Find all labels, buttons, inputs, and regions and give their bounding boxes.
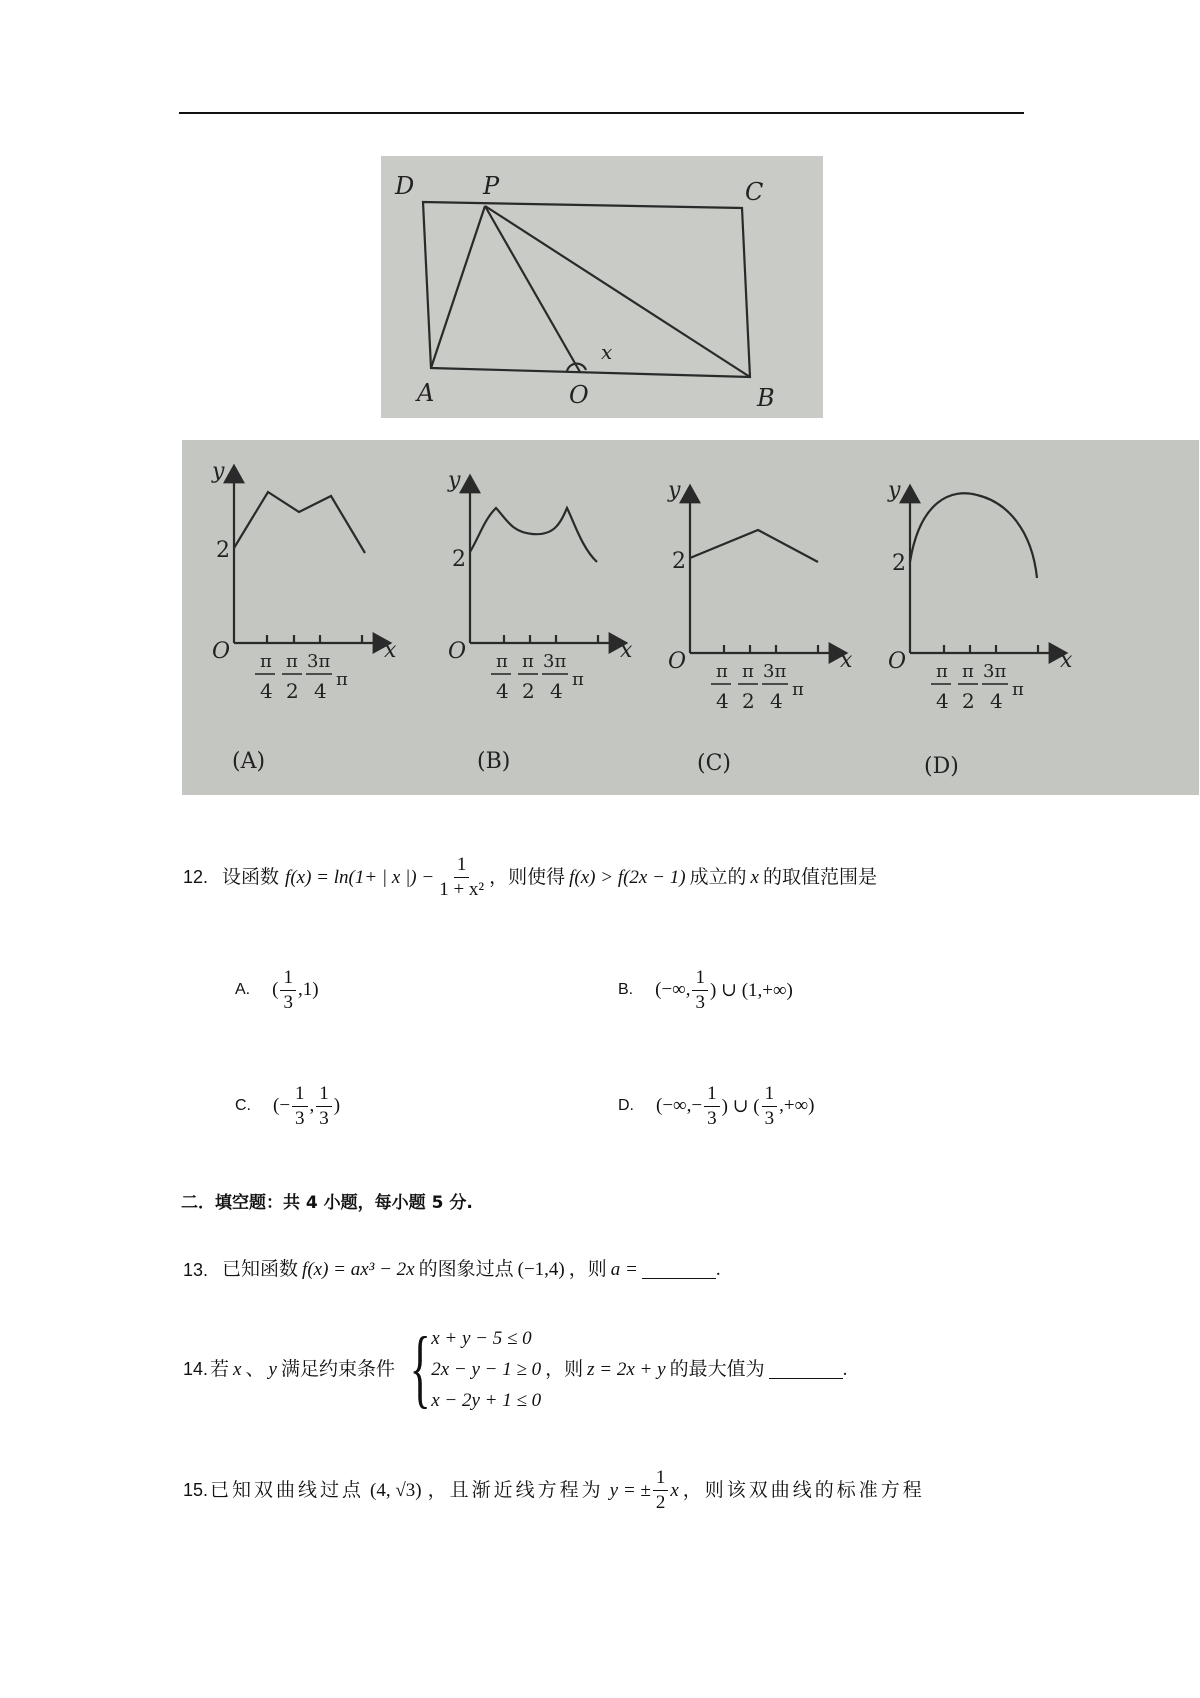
q13-function: f(x) = ax³ − 2x [302, 1259, 415, 1280]
tick-label: π [1012, 679, 1024, 700]
tick-label: π [792, 679, 804, 700]
origin-label: O [668, 649, 687, 674]
frac-denominator: 3 [764, 1107, 775, 1129]
q12-fraction [436, 855, 487, 900]
tick-label: 4 [716, 689, 729, 713]
q14-sep: 、 [245, 1358, 265, 1380]
question-number: 12. [183, 867, 209, 888]
segment-pb [485, 206, 750, 377]
option-fraction [316, 1084, 332, 1129]
q13-text-b: 的图象过点 [418, 1259, 514, 1280]
option-fraction [280, 968, 296, 1013]
frac-numerator: 1 [704, 1084, 720, 1107]
option-text: (− [273, 1095, 291, 1117]
q14-text-a: 若 [210, 1358, 230, 1380]
tick-label: π [496, 651, 508, 672]
frac-denominator: 3 [283, 991, 293, 1013]
tick-label: 4 [496, 679, 509, 703]
frac-denominator: 3 [707, 1107, 717, 1129]
option-label: B. [618, 981, 634, 999]
section-2-title: 二．填空题：共 4 小题，每小题 5 分. [181, 1193, 473, 1213]
panel-label: (B) [477, 749, 511, 774]
q15-fraction [653, 1468, 669, 1513]
tick-label: π [936, 661, 948, 682]
tick-label: π [716, 661, 728, 682]
frac-numerator: 1 [762, 1084, 778, 1107]
option-text: ,1) [297, 979, 319, 1001]
x-axis-label: x [620, 638, 633, 663]
geometry-figure-svg [381, 156, 823, 418]
curve-c [690, 530, 818, 562]
question-14 [183, 1320, 848, 1417]
q12-text-d: 的取值范围是 [762, 866, 877, 888]
tick-label: π [572, 669, 584, 690]
tick-label: 3π [763, 661, 787, 682]
y-tick-2: 2 [672, 549, 686, 574]
rectangle-abcd [423, 202, 750, 377]
q13-end: . [715, 1259, 721, 1280]
option-text: ) ∪ (1,+∞) [709, 979, 793, 1001]
question-number: 14. [183, 1359, 209, 1379]
y-axis-label: y [212, 459, 225, 484]
option-fraction [704, 1084, 720, 1129]
y-axis-label: y [448, 468, 461, 493]
answer-blank[interactable] [642, 1260, 716, 1279]
question-12 [183, 855, 877, 900]
option-text: ) [333, 1095, 341, 1117]
label-x: x [601, 340, 613, 364]
curve-d [910, 493, 1037, 578]
tick-label: 4 [314, 679, 327, 703]
tick-label: 2 [522, 679, 535, 703]
tick-label: π [286, 651, 298, 672]
option-text: , [309, 1095, 315, 1117]
graph-panel-b [447, 468, 633, 774]
tick-label: π [962, 661, 974, 682]
question-number: 15. [183, 1480, 209, 1501]
q14-objective: z = 2x + y [587, 1358, 666, 1380]
option-text: ( [272, 979, 279, 1001]
tick-label: 2 [286, 679, 299, 703]
origin-label: O [888, 649, 907, 674]
q13-text-c: ，则 [568, 1259, 607, 1280]
option-a[interactable] [235, 968, 319, 1013]
q14-text-b: 满足约束条件 [280, 1358, 395, 1380]
frac-numerator: 1 [280, 968, 296, 991]
segment-po [485, 206, 580, 372]
graph-options-svg [182, 440, 1199, 795]
geometry-figure [381, 156, 823, 418]
tick-label: 2 [962, 689, 975, 713]
y-tick-2: 2 [892, 551, 906, 576]
q15-point: (4, √3) [370, 1479, 422, 1501]
x-axis-label: x [384, 638, 397, 663]
constraint: x − 2y + 1 ≤ 0 [431, 1389, 542, 1411]
frac-numerator: 1 [316, 1084, 332, 1107]
tick-label: 4 [936, 689, 949, 713]
label-c: C [745, 178, 764, 206]
x-axis-label: x [1060, 648, 1073, 673]
x-axis-label: x [840, 648, 853, 673]
option-text: ) ∪ ( [721, 1095, 760, 1117]
q15-eq: y = ± [609, 1479, 651, 1501]
frac-numerator: 1 [292, 1084, 308, 1107]
constraint: x + y − 5 ≤ 0 [431, 1327, 532, 1349]
option-text: (−∞,− [656, 1095, 703, 1117]
option-fraction [762, 1084, 778, 1129]
label-d: D [395, 172, 415, 200]
panel-label: (A) [232, 749, 266, 774]
label-p: P [483, 172, 500, 200]
q12-text-c: 成立的 [689, 866, 747, 888]
frac-denominator: 1 + x² [439, 878, 485, 900]
q12-function: f(x) = ln(1+ | x |) − [285, 866, 435, 888]
q15-text-b: ，且渐近线方程为 [427, 1479, 604, 1501]
question-15 [183, 1468, 925, 1513]
option-fraction [292, 1084, 308, 1129]
graph-options-figure [182, 440, 1199, 795]
option-label: D. [618, 1097, 634, 1115]
y-tick-2: 2 [216, 538, 230, 563]
option-label: A. [235, 981, 251, 999]
tick-label: 4 [550, 679, 563, 703]
q13-point: (−1,4) [517, 1259, 565, 1280]
question-13 [183, 1260, 721, 1279]
tick-label: 3π [983, 661, 1007, 682]
tick-label: 2 [742, 689, 755, 713]
graph-panel-c [667, 478, 853, 776]
tick-label: 4 [260, 679, 273, 703]
constraint: 2x − y − 1 ≥ 0 [431, 1358, 542, 1380]
y-tick-2: 2 [452, 547, 466, 572]
header-rule [179, 112, 1024, 114]
frac-numerator: 1 [454, 855, 470, 878]
curve-b [470, 508, 597, 562]
constraint-lines [431, 1329, 541, 1410]
option-label: C. [235, 1097, 251, 1115]
q12-var: x [750, 866, 759, 888]
label-o: O [569, 381, 589, 409]
tick-label: 4 [770, 689, 783, 713]
tick-label: π [522, 651, 534, 672]
q12-text-a: 设函数 [222, 866, 280, 888]
q15-text-a: 已知双曲线过点 [210, 1479, 365, 1501]
q14-text-c: ，则 [545, 1358, 584, 1380]
label-a: A [417, 379, 435, 407]
q14-x: x [233, 1358, 242, 1380]
q12-text-b: ，则使得 [489, 866, 566, 888]
curve-a [234, 492, 365, 553]
answer-blank[interactable] [769, 1360, 843, 1379]
option-fraction [692, 968, 708, 1013]
option-d[interactable] [618, 1084, 814, 1129]
constraint-system [399, 1320, 542, 1417]
frac-numerator: 1 [653, 1468, 669, 1491]
origin-label: O [448, 639, 467, 664]
option-text: (−∞, [655, 979, 691, 1001]
option-text: ,+∞) [779, 1095, 815, 1117]
q12-inequality: f(x) > f(2x − 1) [569, 866, 686, 888]
q13-text-a: 已知函数 [222, 1259, 299, 1280]
label-b: B [757, 384, 775, 412]
frac-numerator: 1 [692, 968, 708, 991]
origin-label: O [212, 639, 231, 664]
panel-label: (D) [924, 754, 959, 779]
frac-denominator: 3 [319, 1107, 329, 1129]
tick-label: 3π [307, 651, 331, 672]
frac-denominator: 3 [695, 991, 705, 1013]
segment-pa [431, 206, 485, 368]
option-b[interactable] [618, 968, 793, 1013]
q15-eq: x [670, 1479, 679, 1501]
option-c[interactable] [235, 1084, 340, 1129]
y-axis-label: y [668, 478, 681, 503]
q13-var: a = [610, 1259, 638, 1280]
q14-end: . [842, 1358, 848, 1380]
q15-text-c: ，则该双曲线的标准方程 [682, 1479, 925, 1501]
graph-panel-a [211, 459, 397, 774]
tick-label: π [336, 669, 348, 690]
q14-text-d: 的最大值为 [669, 1358, 765, 1380]
tick-label: 4 [990, 689, 1003, 713]
tick-label: π [260, 651, 272, 672]
y-axis-label: y [888, 478, 901, 503]
brace-icon: { [409, 1320, 431, 1417]
q14-y: y [268, 1358, 277, 1380]
tick-label: 3π [543, 651, 567, 672]
graph-panel-d [887, 478, 1073, 779]
tick-label: π [742, 661, 754, 682]
frac-denominator: 2 [655, 1491, 666, 1513]
panel-label: (C) [697, 751, 731, 776]
question-number: 13. [183, 1259, 209, 1280]
frac-denominator: 3 [295, 1107, 305, 1129]
